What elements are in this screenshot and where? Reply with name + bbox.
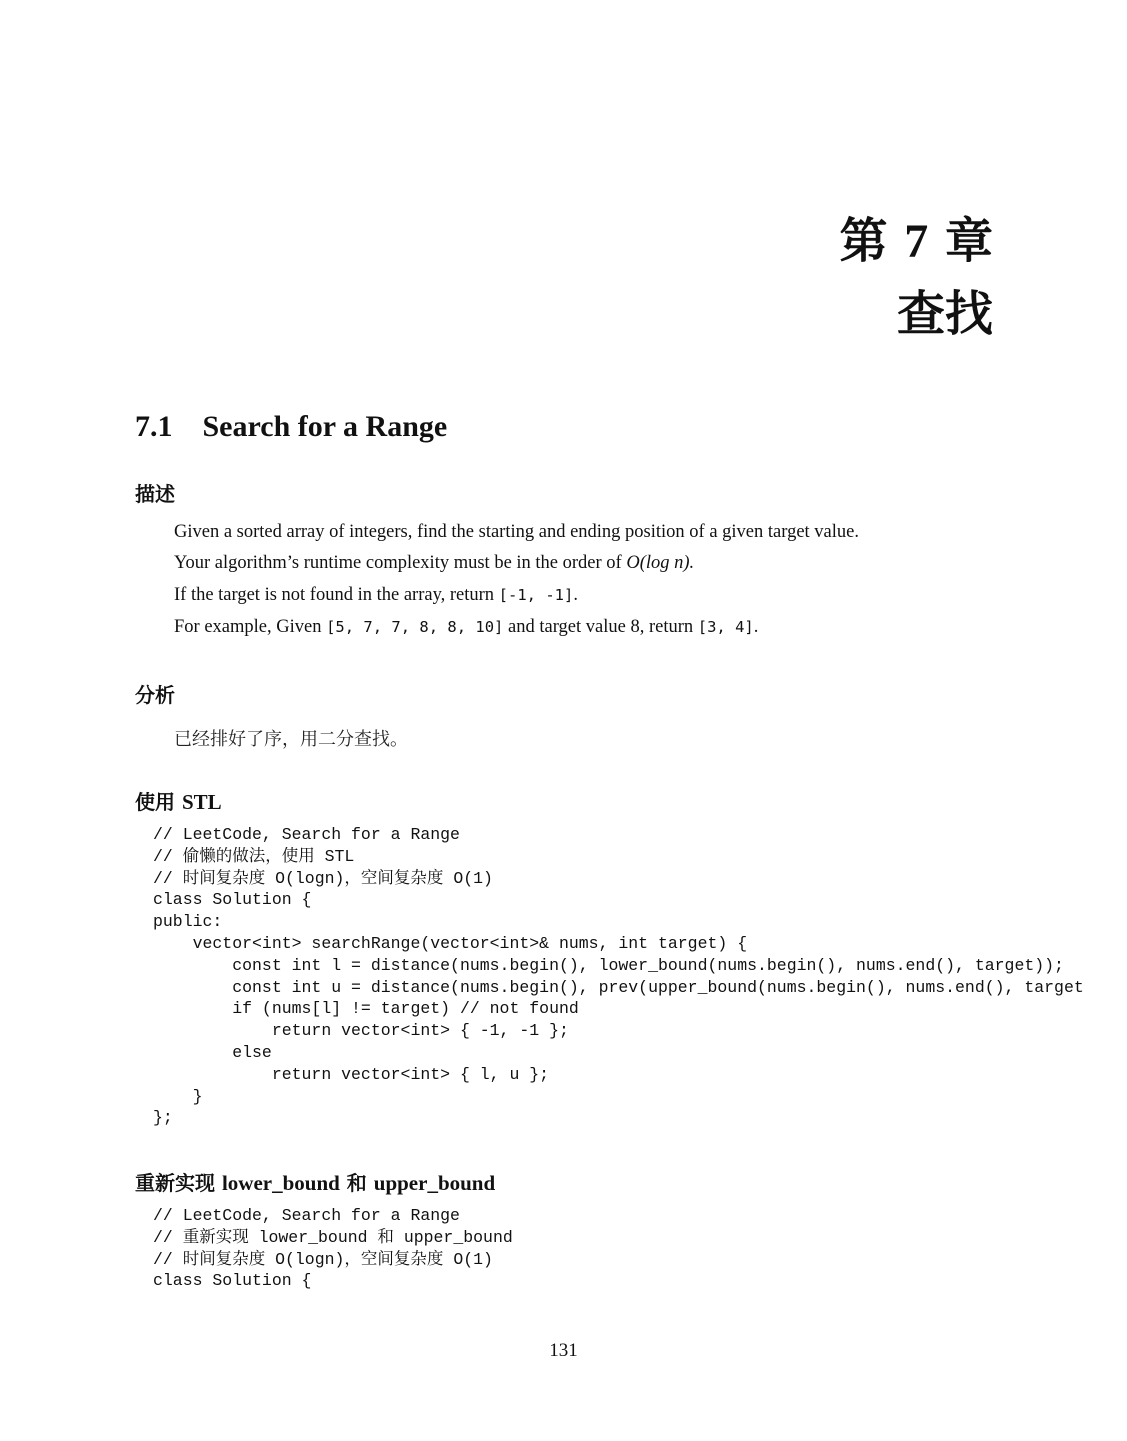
code-block-stl	[153, 824, 1084, 1129]
analysis-heading: 分析	[135, 683, 175, 707]
code-line: // 重新实现 lower_bound 和 upper_bound	[153, 1227, 513, 1247]
description-heading: 描述	[135, 482, 175, 506]
chapter-prefix: 第	[839, 213, 888, 269]
complexity-math: O(log n).	[626, 553, 695, 573]
section-title-text: Search for a Range	[202, 410, 448, 443]
code-line: // LeetCode, Search for a Range	[153, 1206, 460, 1225]
code-line: public:	[153, 912, 223, 932]
page-number: 131	[549, 1340, 578, 1361]
not-found-value: [-1, -1]	[498, 586, 574, 604]
example-result: [3, 4]	[697, 618, 754, 636]
code-line: };	[153, 1108, 173, 1128]
code-line: return vector<int> { -1, -1 };	[153, 1021, 569, 1041]
description-paragraph-2: Your algorithm’s runtime complexity must be in the order of O(log n).	[174, 553, 695, 573]
code-line: // 时间复杂度 O(logn)，空间复杂度 O(1)	[153, 868, 493, 888]
description-paragraph-1: Given a sorted array of integers, find the starting and ending position of a given target value.	[174, 522, 859, 542]
chapter-number-line	[840, 205, 993, 278]
code-line: }	[153, 1086, 203, 1106]
code-line: class Solution {	[153, 1271, 312, 1291]
stl-heading: 使用 STL	[135, 790, 222, 814]
chapter-heading	[840, 205, 993, 350]
code-line: vector<int> searchRange(vector<int>& nums, int target) {	[153, 933, 748, 953]
chapter-title: 查找	[896, 286, 993, 342]
description-paragraph-4: For example, Given [5, 7, 7, 8, 8, 10] and target value 8, return [3, 4].	[174, 617, 759, 637]
example-array: [5, 7, 7, 8, 8, 10]	[326, 618, 504, 636]
chapter-suffix: 章	[944, 213, 993, 269]
code-line: // 时间复杂度 O(logn)，空间复杂度 O(1)	[153, 1249, 493, 1269]
reimplement-heading: 重新实现 lower_bound 和 upper_bound	[135, 1171, 496, 1195]
code-line: const int u = distance(nums.begin(), prev(upper_bound(nums.begin(), nums.end(), target	[153, 977, 1084, 997]
section-number: 7.1	[135, 410, 173, 443]
code-line: class Solution {	[153, 890, 312, 910]
code-line: const int l = distance(nums.begin(), lower_bound(nums.begin(), nums.end(), target));	[153, 955, 1064, 975]
analysis-paragraph: 已经排好了序，用二分查找。	[174, 729, 408, 750]
section-title	[135, 410, 447, 444]
code-line: // LeetCode, Search for a Range	[153, 825, 460, 844]
code-block-reimplement	[153, 1205, 513, 1292]
code-line: return vector<int> { l, u };	[153, 1064, 550, 1084]
description-paragraph-3: If the target is not found in the array, return [-1, -1].	[174, 585, 578, 605]
code-line: // 偷懒的做法，使用 STL	[153, 846, 355, 866]
chapter-number: 7	[904, 215, 929, 268]
code-line: if (nums[l] != target) // not found	[153, 999, 579, 1019]
code-line: else	[153, 1042, 272, 1062]
